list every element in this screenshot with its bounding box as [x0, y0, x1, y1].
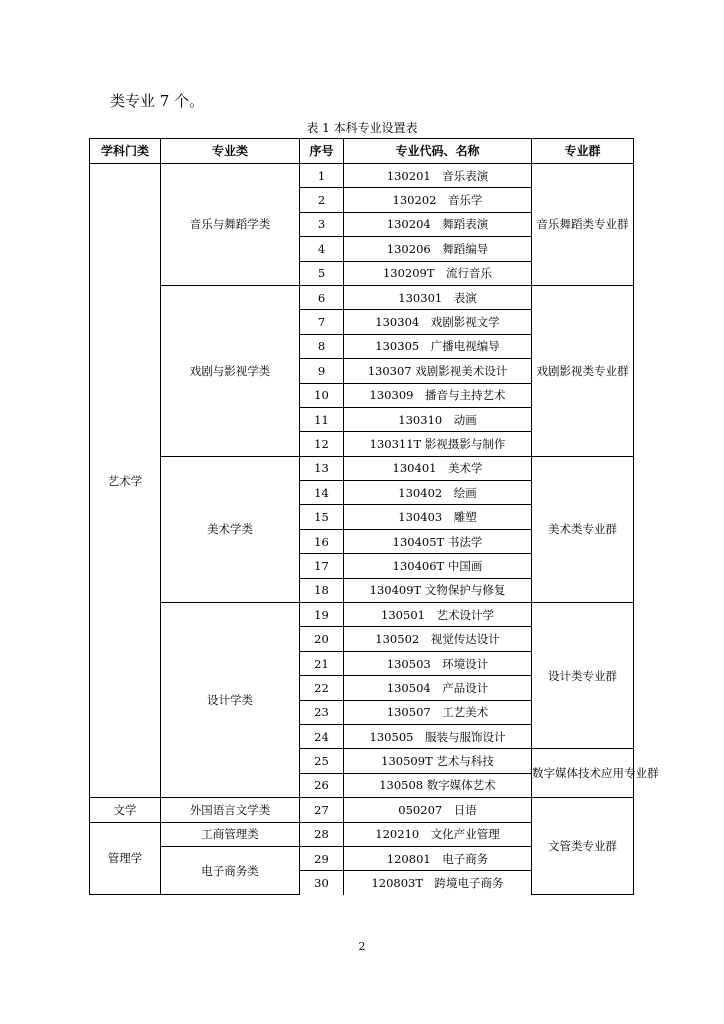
major-cell: 050207 日语 — [344, 798, 532, 822]
major-cell: 130501 艺术设计学 — [344, 603, 532, 627]
table-header-row — [90, 139, 634, 164]
cluster-cell: 设计类专业群 — [532, 603, 634, 749]
major-cell: 130507 工艺美术 — [344, 700, 532, 724]
number-cell: 18 — [300, 578, 344, 602]
major-cell: 120210 文化产业管理 — [344, 822, 532, 846]
lead-text: 类专业 7 个。 — [110, 92, 205, 110]
category-cell: 工商管理类 — [161, 822, 300, 846]
cluster-cell: 数字媒体技术应用专业群 — [532, 749, 634, 798]
header-category: 专业类 — [161, 139, 300, 164]
header-number: 序号 — [300, 139, 344, 164]
number-cell: 30 — [300, 871, 344, 895]
major-cell: 130201 音乐表演 — [344, 164, 532, 188]
table-row — [90, 285, 634, 309]
major-cell: 130304 戏剧影视文学 — [344, 310, 532, 334]
number-cell: 25 — [300, 749, 344, 773]
category-cell: 设计学类 — [161, 603, 300, 798]
major-cell: 130202 音乐学 — [344, 188, 532, 212]
number-cell: 10 — [300, 383, 344, 407]
number-cell: 1 — [300, 164, 344, 188]
number-cell: 3 — [300, 212, 344, 236]
cluster-cell: 音乐舞蹈类专业群 — [532, 164, 634, 286]
category-cell: 美术学类 — [161, 456, 300, 602]
category-cell: 外国语言文学类 — [161, 798, 300, 822]
major-settings-table — [89, 138, 659, 895]
major-cell: 130402 绘画 — [344, 481, 532, 505]
discipline-cell: 文学 — [90, 798, 161, 822]
major-cell: 130503 环境设计 — [344, 651, 532, 675]
number-cell: 8 — [300, 334, 344, 358]
number-cell: 11 — [300, 407, 344, 431]
major-cell: 130311T 影视摄影与制作 — [344, 432, 532, 456]
number-cell: 6 — [300, 285, 344, 309]
number-cell: 4 — [300, 237, 344, 261]
table-caption: 表 1 本科专业设置表 — [306, 121, 418, 135]
number-cell: 16 — [300, 529, 344, 553]
table-row — [90, 798, 634, 822]
table-row — [90, 603, 634, 627]
category-cell: 电子商务类 — [161, 846, 300, 894]
number-cell: 27 — [300, 798, 344, 822]
category-cell: 戏剧与影视学类 — [161, 285, 300, 456]
number-cell: 19 — [300, 603, 344, 627]
major-cell: 130310 动画 — [344, 407, 532, 431]
major-cell: 130401 美术学 — [344, 456, 532, 480]
number-cell: 20 — [300, 627, 344, 651]
cluster-cell: 戏剧影视类专业群 — [532, 285, 634, 456]
number-cell: 24 — [300, 724, 344, 748]
number-cell: 5 — [300, 261, 344, 285]
number-cell: 21 — [300, 651, 344, 675]
number-cell: 14 — [300, 481, 344, 505]
major-cell: 130504 产品设计 — [344, 676, 532, 700]
number-cell: 7 — [300, 310, 344, 334]
major-cell: 130509T 艺术与科技 — [344, 749, 532, 773]
number-cell: 22 — [300, 676, 344, 700]
discipline-cell: 艺术学 — [90, 164, 161, 798]
number-cell: 23 — [300, 700, 344, 724]
major-cell: 130508 数字媒体艺术 — [344, 773, 532, 797]
header-discipline: 学科门类 — [90, 139, 161, 164]
page-number: 2 — [358, 940, 366, 953]
major-cell: 130206 舞蹈编导 — [344, 237, 532, 261]
number-cell: 26 — [300, 773, 344, 797]
major-cell: 130505 服装与服饰设计 — [344, 724, 532, 748]
cluster-cell: 文管类专业群 — [532, 798, 634, 895]
number-cell: 2 — [300, 188, 344, 212]
major-cell: 130502 视觉传达设计 — [344, 627, 532, 651]
major-cell: 120803T 跨境电子商务 — [344, 871, 532, 895]
major-cell: 130305 广播电视编导 — [344, 334, 532, 358]
major-cell: 130204 舞蹈表演 — [344, 212, 532, 236]
cluster-cell: 美术类专业群 — [532, 456, 634, 602]
number-cell: 9 — [300, 359, 344, 383]
table-row — [90, 164, 634, 188]
major-cell: 130309 播音与主持艺术 — [344, 383, 532, 407]
major-cell: 130403 雕塑 — [344, 505, 532, 529]
discipline-cell: 管理学 — [90, 822, 161, 895]
major-cell: 130405T 书法学 — [344, 529, 532, 553]
number-cell: 13 — [300, 456, 344, 480]
header-cluster: 专业群 — [532, 139, 634, 164]
category-cell: 音乐与舞蹈学类 — [161, 164, 300, 286]
major-cell: 130409T 文物保护与修复 — [344, 578, 532, 602]
major-cell: 130301 表演 — [344, 285, 532, 309]
header-major: 专业代码、名称 — [344, 139, 532, 164]
major-cell: 130209T 流行音乐 — [344, 261, 532, 285]
major-cell: 130406T 中国画 — [344, 554, 532, 578]
major-cell: 130307 戏剧影视美术设计 — [344, 359, 532, 383]
major-cell: 120801 电子商务 — [344, 846, 532, 870]
number-cell: 29 — [300, 846, 344, 870]
number-cell: 12 — [300, 432, 344, 456]
number-cell: 17 — [300, 554, 344, 578]
table-row — [90, 456, 634, 480]
number-cell: 28 — [300, 822, 344, 846]
number-cell: 15 — [300, 505, 344, 529]
